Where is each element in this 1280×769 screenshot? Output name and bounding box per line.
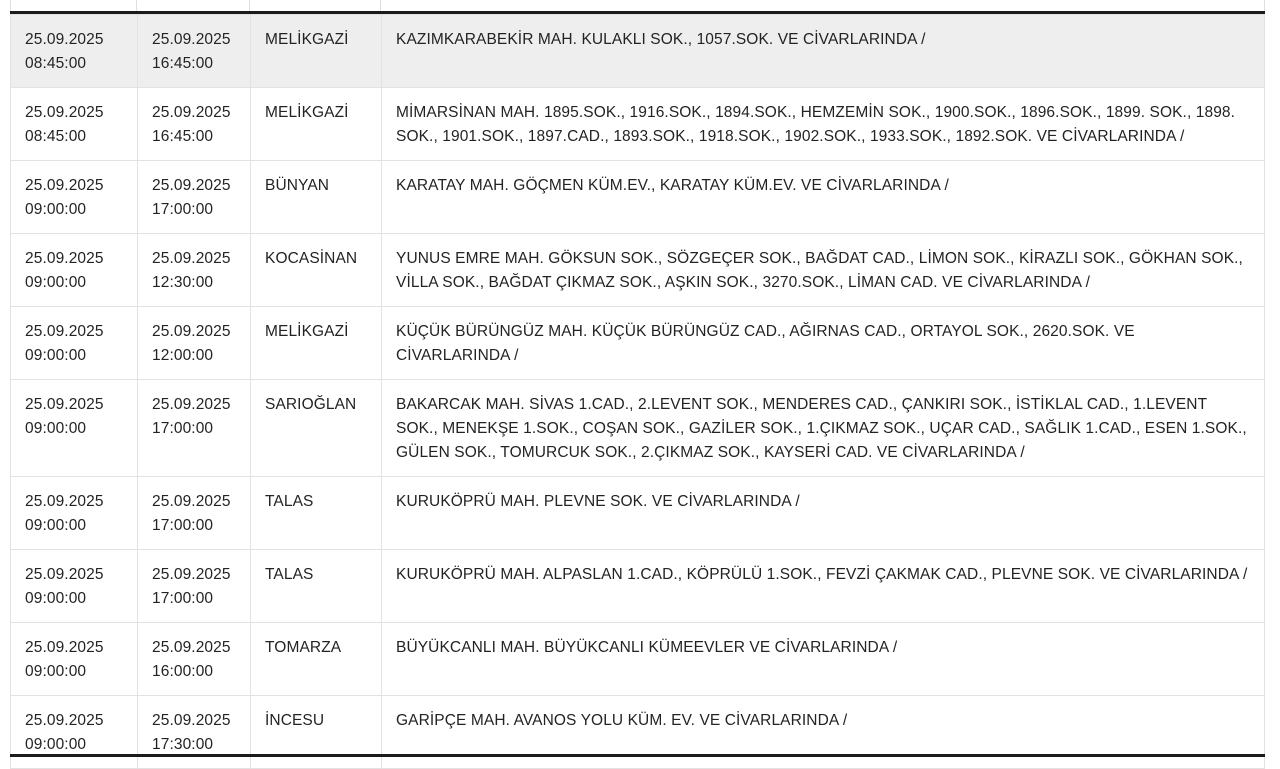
start-date: 25.09.2025 [25,493,104,511]
end-time: 17:30:00 [152,735,214,753]
power-outage-table [10,14,1265,769]
end-time: 12:00:00 [152,346,214,364]
end-date: 25.09.2025 [152,104,231,122]
end-time: 16:00:00 [152,662,214,680]
table-row [11,88,1265,161]
start-date: 25.09.2025 [25,396,104,414]
cell-start-datetime [11,550,138,623]
end-date: 25.09.2025 [152,31,231,48]
cell-address: KARATAY MAH. GÖÇMEN KÜM.EV., KARATAY KÜM.EV. VE CİVARLARINDA / [382,161,1265,234]
clipped-previous-row [10,0,1265,11]
cell-address: KÜÇÜK BÜRÜNGÜZ MAH. KÜÇÜK BÜRÜNGÜZ CAD., AĞIRNAS CAD., ORTAYOL SOK., 2620.SOK. VE CİVARLARINDA / [382,307,1265,380]
cell-district [251,380,382,477]
district-name: KOCASİNAN [265,250,358,268]
end-time: 16:45:00 [152,54,214,72]
end-time: 17:00:00 [152,420,214,438]
district-name: BÜNYAN [265,177,330,195]
table-row [11,696,1265,769]
cell-end-datetime [138,234,251,307]
district-name: MELİKGAZİ [265,104,349,122]
cell-district [251,161,382,234]
cell-start-datetime [11,234,138,307]
cell-district [251,623,382,696]
cell-address: YUNUS EMRE MAH. GÖKSUN SOK., SÖZGEÇER SOK., BAĞDAT CAD., LİMON SOK., KİRAZLI SOK., GÖKHAN SOK., VİLLA SOK., BAĞDAT ÇIKMAZ SOK., AŞKIN SOK., 3270.SOK., LİMAN CAD. VE CİVARLARINDA / [382,234,1265,307]
cell-end-datetime [138,380,251,477]
clipped-cell-end [137,0,250,11]
clipped-cell-address [381,0,1265,11]
start-time: 09:00:00 [25,662,87,680]
cell-district [251,234,382,307]
cell-end-datetime [138,15,251,88]
clipped-cell-start [10,0,137,11]
table-row [11,161,1265,234]
cell-district [251,307,382,380]
start-date: 25.09.2025 [25,639,104,657]
cell-address: BÜYÜKCANLI MAH. BÜYÜKCANLI KÜMEEVLER VE CİVARLARINDA / [382,623,1265,696]
cell-address: KURUKÖPRÜ MAH. ALPASLAN 1.CAD., KÖPRÜLÜ 1.SOK., FEVZİ ÇAKMAK CAD., PLEVNE SOK. VE CİVARLARINDA / [382,550,1265,623]
district-name: İNCESU [265,712,325,730]
end-date: 25.09.2025 [152,712,231,730]
cell-district [251,15,382,88]
cell-end-datetime [138,477,251,550]
start-time: 09:00:00 [25,273,87,291]
cell-start-datetime [11,307,138,380]
cell-address: MİMARSİNAN MAH. 1895.SOK., 1916.SOK., 1894.SOK., HEMZEMİN SOK., 1900.SOK., 1896.SOK., 1899. SOK., 1898. SOK., 1901.SOK., 1897.CAD., 1893.SOK., 1918.SOK., 1902.SOK., 1933.SOK., 1892.SOK. VE CİVARLARINDA / [382,88,1265,161]
clipped-cell-district [250,0,381,11]
start-time: 09:00:00 [25,516,87,534]
cell-district [251,696,382,769]
table-row [11,477,1265,550]
cell-start-datetime [11,15,138,88]
cell-address: BAKARCAK MAH. SİVAS 1.CAD., 2.LEVENT SOK., MENDERES CAD., ÇANKIRI SOK., İSTİKLAL CAD., 1.LEVENT SOK., MENEKŞE 1.SOK., COŞAN SOK., GAZİLER SOK., 1.ÇIKMAZ SOK., UÇAR CAD., SAĞLIK 1.CAD., ESEN 1.SOK., GÜLEN SOK., TOMURCUK SOK., 2.ÇIKMAZ SOK., KAYSERİ CAD. VE CİVARLARINDA / [382,380,1265,477]
cell-district [251,477,382,550]
end-date: 25.09.2025 [152,323,231,341]
table-row [11,550,1265,623]
end-time: 17:00:00 [152,516,214,534]
start-date: 25.09.2025 [25,712,104,730]
start-date: 25.09.2025 [25,104,104,122]
cell-end-datetime [138,696,251,769]
end-date: 25.09.2025 [152,177,231,195]
start-time: 09:00:00 [25,735,87,753]
table-row [11,380,1265,477]
start-date: 25.09.2025 [25,250,104,268]
end-time: 12:30:00 [152,273,214,291]
start-date: 25.09.2025 [25,323,104,341]
start-date: 25.09.2025 [25,31,104,48]
district-name: TALAS [265,493,314,511]
start-time: 09:00:00 [25,346,87,364]
table-bottom-rule [10,754,1265,757]
start-time: 09:00:00 [25,589,87,607]
cell-start-datetime [11,477,138,550]
cell-address: GARİPÇE MAH. AVANOS YOLU KÜM. EV. VE CİVARLARINDA / [382,696,1265,769]
cell-district [251,550,382,623]
district-name: TOMARZA [265,639,342,657]
table-row [11,623,1265,696]
end-date: 25.09.2025 [152,250,231,268]
district-name: SARIOĞLAN [265,396,357,414]
start-time: 09:00:00 [25,200,87,218]
cell-start-datetime [11,623,138,696]
cell-end-datetime [138,550,251,623]
end-time: 17:00:00 [152,200,214,218]
start-time: 08:45:00 [25,127,87,145]
start-date: 25.09.2025 [25,177,104,195]
end-date: 25.09.2025 [152,566,231,584]
start-date: 25.09.2025 [25,566,104,584]
cell-end-datetime [138,623,251,696]
table-body [11,15,1265,769]
start-time: 09:00:00 [25,420,87,438]
cell-start-datetime [11,161,138,234]
cell-end-datetime [138,88,251,161]
cell-address: KURUKÖPRÜ MAH. PLEVNE SOK. VE CİVARLARINDA / [382,477,1265,550]
district-name: MELİKGAZİ [265,31,349,48]
cell-end-datetime [138,161,251,234]
cell-address: KAZIMKARABEKİR MAH. KULAKLI SOK., 1057.SOK. VE CİVARLARINDA / [382,15,1265,88]
cell-start-datetime [11,88,138,161]
cell-end-datetime [138,307,251,380]
end-time: 17:00:00 [152,589,214,607]
cell-district [251,88,382,161]
end-date: 25.09.2025 [152,639,231,657]
table-row [11,307,1265,380]
cell-start-datetime [11,380,138,477]
end-date: 25.09.2025 [152,493,231,511]
district-name: MELİKGAZİ [265,323,349,341]
start-time: 08:45:00 [25,54,87,72]
end-date: 25.09.2025 [152,396,231,414]
table-row [11,234,1265,307]
end-time: 16:45:00 [152,127,214,145]
cell-start-datetime [11,696,138,769]
table-row [11,15,1265,88]
district-name: TALAS [265,566,314,584]
